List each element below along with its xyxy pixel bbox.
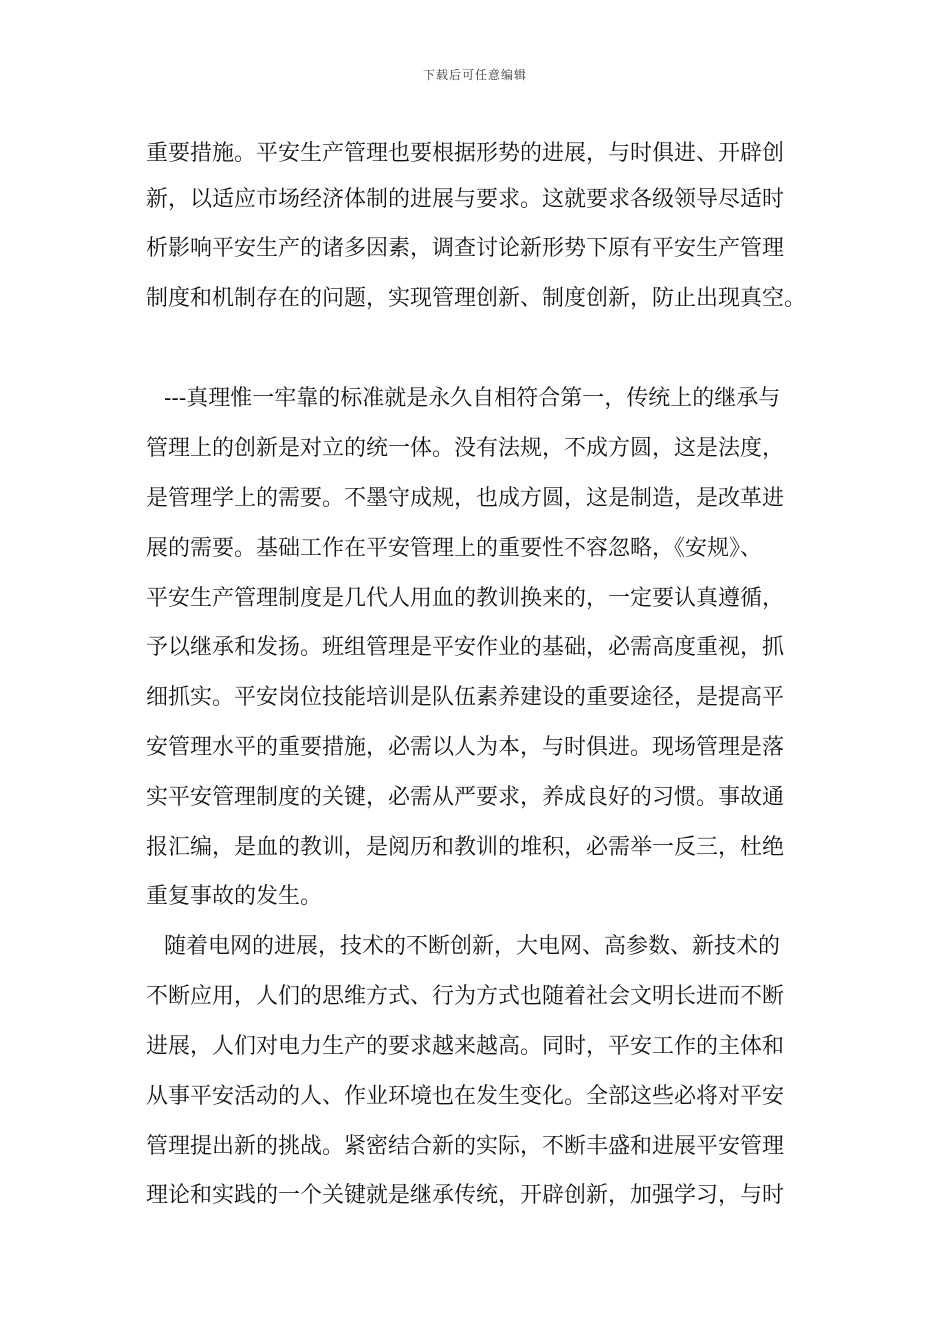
body-line: 新，以适应市场经济体制的进展与要求。这就要求各级领导尽适时 [146, 187, 785, 212]
body-line: ---真理惟一牢靠的标准就是永久自相符合第一，传统上的继承与 [164, 386, 781, 411]
body-line: 析影响平安生产的诸多因素，调查讨论新形势下原有平安生产管理 [146, 236, 785, 261]
body-line: 随着电网的进展，技术的不断创新，大电网、高参数、新技术的 [164, 934, 781, 959]
body-line: 细抓实。平安岗位技能培训是队伍素养建设的重要途径，是提高平 [146, 685, 785, 710]
body-line: 是管理学上的需要。不墨守成规，也成方圆，这是制造，是改革进 [146, 486, 785, 511]
body-line: 展的需要。基础工作在平安管理上的重要性不容忽略，《安规》、 [146, 536, 763, 561]
body-line: 不断应用，人们的思维方式、行为方式也随着社会文明长进而不断 [146, 984, 785, 1009]
body-line: 从事平安活动的人、作业环境也在发生变化。全部这些必将对平安 [146, 1084, 785, 1109]
body-line: 管理上的创新是对立的统一体。没有法规，不成方圆，这是法度， [146, 436, 785, 461]
body-line: 进展，人们对电力生产的要求越来越高。同时，平安工作的主体和 [146, 1034, 785, 1059]
body-line: 予以继承和发扬。班组管理是平安作业的基础，必需高度重视，抓 [146, 635, 785, 660]
body-line: 管理提出新的挑战。紧密结合新的实际，不断丰盛和进展平安管理 [146, 1134, 785, 1159]
body-line: 报汇编，是血的教训，是阅历和教训的堆积，必需举一反三，杜绝 [146, 835, 785, 860]
page-header: 下载后可任意编辑 [422, 68, 527, 82]
body-line: 实平安管理制度的关键，必需从严要求，养成良好的习惯。事故通 [146, 785, 785, 810]
body-line: 制度和机制存在的问题，实现管理创新、制度创新，防止出现真空。 [146, 286, 807, 311]
body-line: 重复事故的发生。 [146, 884, 323, 909]
body-line: 安管理水平的重要措施，必需以人为本，与时俱进。现场管理是落 [146, 735, 785, 760]
body-line: 重要措施。平安生产管理也要根据形势的进展，与时俱进、开辟创 [146, 141, 785, 166]
body-line: 平安生产管理制度是几代人用血的教训换来的，一定要认真遵循， [146, 586, 785, 611]
body-line: 理论和实践的一个关键就是继承传统，开辟创新，加强学习，与时 [146, 1183, 785, 1208]
